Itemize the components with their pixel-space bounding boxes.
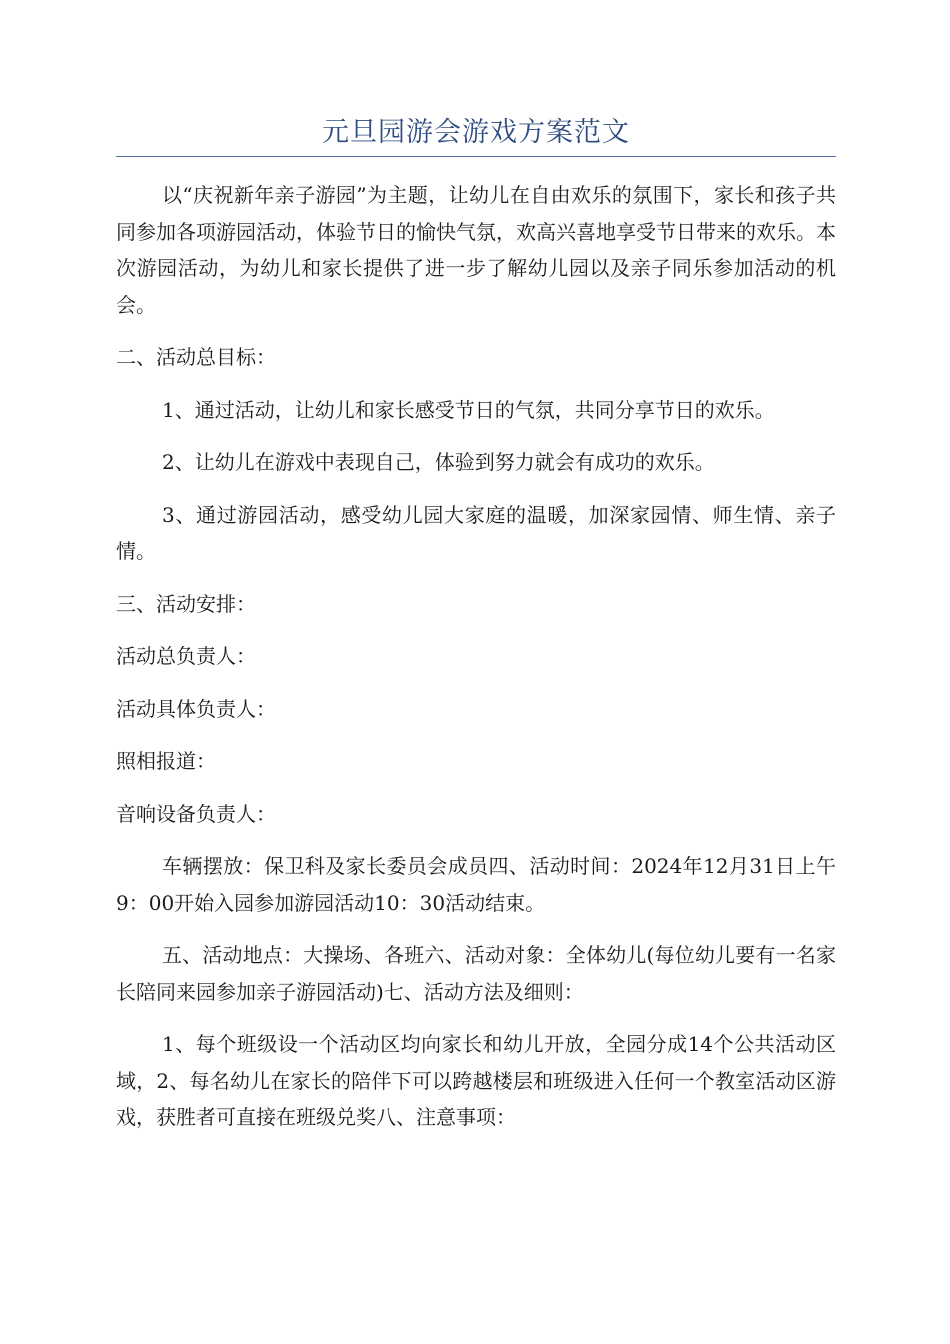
- heading-arrangement: 三、活动安排：: [116, 591, 256, 616]
- document-page: [116, 0, 836, 1152]
- line-general-lead: 活动总负责人：: [116, 644, 256, 668]
- heading-goals: 二、活动总目标：: [116, 345, 276, 369]
- paragraph-vehicles-time: 车辆摆放：保卫科及家长委员会成员四、活动时间：2024年12月31日上午9：00开始入园参加游园活动10：30活动结束。: [116, 854, 836, 915]
- line-audio-lead: 音响设备负责人：: [116, 801, 276, 826]
- document-body: [116, 177, 836, 1136]
- line-specific-lead: 活动具体负责人：: [116, 696, 276, 721]
- paragraph-location-targets: 五、活动地点：大操场、各班六、活动对象：全体幼儿(每位幼儿要有一名家长陪同来园参加亲子游园活动)七、活动方法及细则：: [116, 943, 836, 1004]
- line-photo-report: 照相报道：: [116, 749, 216, 773]
- paragraph-goal-2: 2、让幼儿在游戏中表现自己，体验到努力就会有成功的欢乐。: [162, 450, 715, 474]
- title-block: [116, 116, 836, 157]
- document-title: 元旦园游会游戏方案范文: [322, 117, 630, 148]
- paragraph-goal-1: 1、通过活动，让幼儿和家长感受节日的气氛，共同分享节日的欢乐。: [162, 397, 775, 422]
- paragraph-goal-3: 3、通过游园活动，感受幼儿园大家庭的温暖，加深家园情、师生情、亲子情。: [116, 502, 836, 563]
- paragraph-methods: 1、每个班级设一个活动区均向家长和幼儿开放，全园分成14个公共活动区域，2、每名幼儿在家长的陪伴下可以跨越楼层和班级进入任何一个教室活动区游戏，获胜者可直接在班级兑奖八、注意事项：: [116, 1032, 836, 1129]
- paragraph-intro: 以“庆祝新年亲子游园”为主题，让幼儿在自由欢乐的氛围下，家长和孩子共同参加各项游园活动，体验节日的愉快气氛，欢高兴喜地享受节日带来的欢乐。本次游园活动，为幼儿和家长提供了进一步了解幼儿园以及亲子同乐参加活动的机会。: [116, 183, 836, 317]
